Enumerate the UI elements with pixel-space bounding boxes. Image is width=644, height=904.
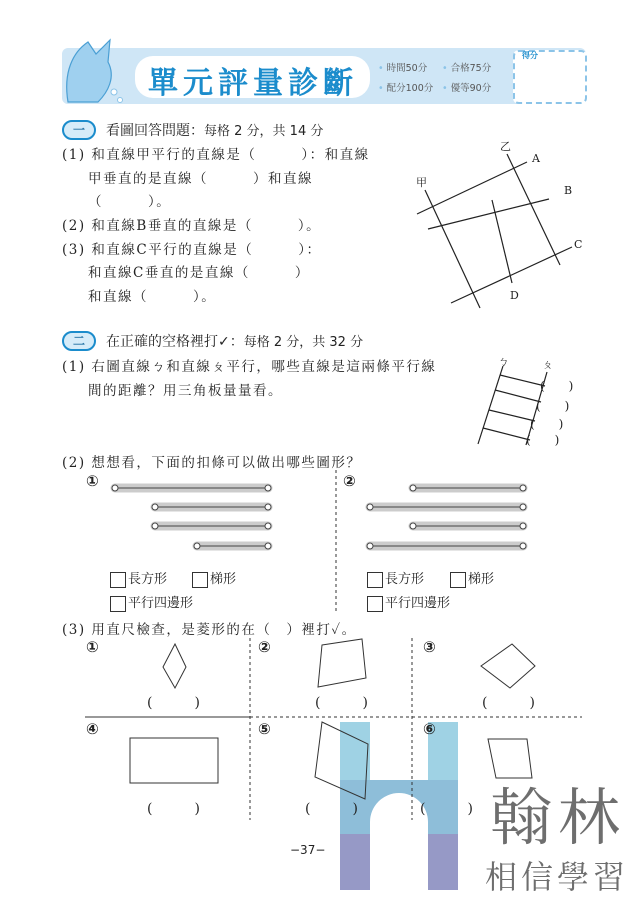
q3-num: ③ <box>423 638 436 656</box>
section2-title <box>106 331 363 351</box>
info-total: • 配分100分 <box>378 80 433 94</box>
line-yi <box>507 154 560 265</box>
label-b: B <box>564 184 573 197</box>
watermark-slogan: 相信學習 <box>485 858 630 896</box>
shape-1 <box>163 644 186 688</box>
line-d <box>492 200 512 283</box>
option-label: 長方形 <box>128 572 168 587</box>
q3-num: ④ <box>86 720 99 738</box>
q3-text: (3) 用直尺檢查，是菱形的在（ ）裡打✓。 <box>62 622 357 638</box>
score-label: 得分 <box>522 51 538 60</box>
q3-answer-paren[interactable]: ( ) <box>305 801 358 817</box>
q3-answer-paren[interactable]: ( ) <box>147 801 200 817</box>
option-label: 梯形 <box>468 572 495 587</box>
checkbox[interactable] <box>367 572 383 588</box>
watermark-brand: 翰林 <box>490 781 627 854</box>
section1-title-text: 看圖回答問題： <box>106 123 204 139</box>
s1-line: 和直線C垂直的是直線（ ） <box>88 265 310 281</box>
option-rectangle-1[interactable] <box>110 568 167 588</box>
q1-paren: ( ) <box>536 399 570 413</box>
label-bo: ㄅ <box>498 355 509 368</box>
label-c: C <box>574 238 583 251</box>
q3-num: ⑤ <box>258 720 271 738</box>
label-d: D <box>510 289 519 302</box>
info-excellent: • 優等90分 <box>442 80 491 94</box>
q3-answer-paren[interactable]: ( ) <box>482 695 535 711</box>
section2-title-text: 在正確的空格裡打✓： <box>106 334 244 350</box>
s1-line: (2) 和直線B垂直的直線是（ ）。 <box>62 218 322 234</box>
q3-num: ② <box>258 638 271 656</box>
checkbox[interactable] <box>367 596 383 612</box>
section2-badge: 二 <box>62 331 96 351</box>
option-rectangle-2[interactable] <box>367 568 424 588</box>
q1-text: 間的距離？用三角板量量看。 <box>88 383 283 399</box>
label-po: ㄆ <box>542 358 553 371</box>
info-pass: • 合格75分 <box>442 60 491 74</box>
label-yi: 乙 <box>500 140 511 153</box>
line-jia <box>425 190 480 308</box>
s1-line: 和直線（ ）。 <box>88 289 217 305</box>
s1-line: (1) 和直線甲平行的直線是（ ）：和直線 <box>62 147 370 163</box>
q1-paren: ( ) <box>526 433 560 447</box>
label-a: A <box>532 152 540 165</box>
option-parallelogram-2[interactable] <box>367 592 450 612</box>
q3-answer-paren[interactable]: ( ) <box>147 695 200 711</box>
q3-answer-paren[interactable]: ( ) <box>315 695 368 711</box>
shape-3 <box>481 644 535 688</box>
q3-num: ⑥ <box>423 720 436 738</box>
info-time: • 時間50分 <box>378 60 427 74</box>
page-title: 單元評量診斷 <box>148 66 358 101</box>
option-trapezoid-1[interactable] <box>192 568 236 588</box>
section2-note: 每格 2 分，共 32 分 <box>243 335 364 350</box>
checkbox[interactable] <box>110 572 126 588</box>
q1-paren: ( ) <box>540 379 574 393</box>
shape-2 <box>318 639 366 687</box>
checkbox[interactable] <box>450 572 466 588</box>
option-parallelogram-1[interactable] <box>110 592 193 612</box>
s1-line: （ ）。 <box>88 194 172 210</box>
q3-answer-paren[interactable]: ( ) <box>420 801 473 817</box>
section1-badge: 一 <box>62 120 96 140</box>
label-jia: 甲 <box>416 176 427 189</box>
q3-num: ① <box>86 638 99 656</box>
option-label: 長方形 <box>385 572 425 587</box>
option-label: 梯形 <box>210 572 237 587</box>
section1-note: 每格 2 分，共 14 分 <box>204 124 324 139</box>
s1-line: 甲垂直的是直線（ ）和直線 <box>88 171 313 187</box>
option-trapezoid-2[interactable] <box>450 568 494 588</box>
option-label: 平行四邊形 <box>385 596 451 611</box>
page-number: −37− <box>290 843 326 857</box>
s1-line: (3) 和直線C平行的直線是（ ）： <box>62 242 322 258</box>
q2-group-num: ① <box>86 472 99 490</box>
shape-4 <box>130 738 218 783</box>
checkbox[interactable] <box>110 596 126 612</box>
q2-group-num: ② <box>343 472 356 490</box>
q1-text: (1) 右圖直線ㄅ和直線ㄆ平行，哪些直線是這兩條平行線 <box>62 359 437 375</box>
q1-paren: ( ) <box>530 417 564 431</box>
q2-text: (2) 想想看，下面的扣條可以做出哪些圖形？ <box>62 455 362 471</box>
line-a <box>417 162 527 214</box>
option-label: 平行四邊形 <box>128 596 194 611</box>
shape-5 <box>315 722 368 799</box>
checkbox[interactable] <box>192 572 208 588</box>
